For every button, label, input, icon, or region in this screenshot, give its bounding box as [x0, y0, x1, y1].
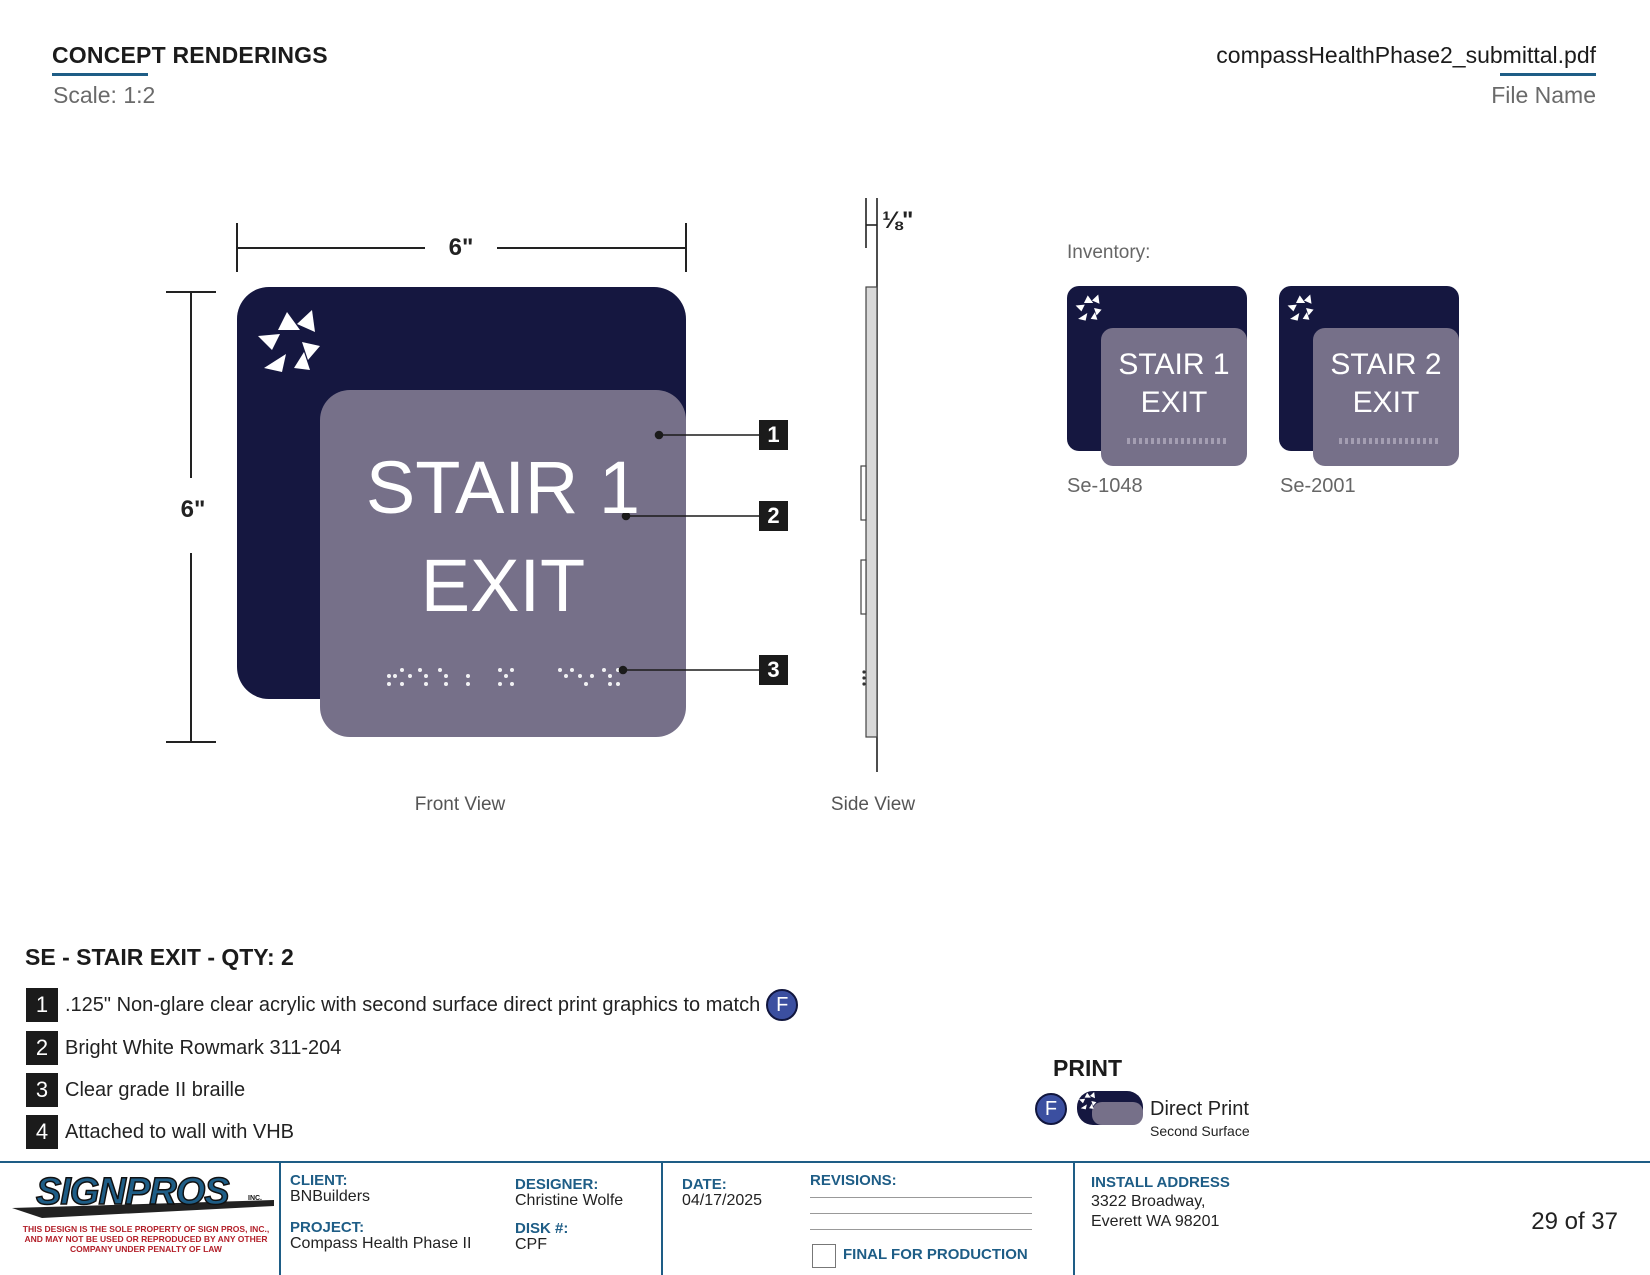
disk-value: CPF	[515, 1236, 547, 1253]
print-label: Direct Print	[1150, 1098, 1249, 1120]
spec-number: 4	[26, 1115, 58, 1149]
client-label: CLIENT:	[290, 1172, 348, 1189]
sign-text-line2: EXIT	[420, 544, 586, 627]
print-swatch-icon	[1076, 1090, 1146, 1128]
spec-item	[26, 1031, 341, 1065]
spec-text: Attached to wall with VHB	[65, 1120, 294, 1143]
install-address-line2: Everett WA 98201	[1091, 1213, 1220, 1230]
footer-divider	[0, 1161, 1650, 1163]
logo-text: SIGNPROS	[36, 1171, 229, 1213]
inventory-label: Inventory:	[1067, 242, 1151, 263]
file-name-label: File Name	[1491, 82, 1596, 108]
braille-dots	[1127, 438, 1227, 444]
project-label: PROJECT:	[290, 1219, 365, 1236]
revision-line	[810, 1197, 1032, 1198]
revisions-label: REVISIONS:	[810, 1172, 897, 1189]
thickness-dimension-label: ⅛"	[882, 207, 914, 234]
client-value: BNBuilders	[290, 1188, 371, 1205]
spec-item	[26, 1073, 245, 1107]
project-value: Compass Health Phase II	[290, 1235, 472, 1252]
spec-text: .125" Non-glare clear acrylic with second surface direct print graphics to match	[65, 993, 761, 1016]
revision-line	[810, 1213, 1032, 1214]
spec-title: SE - STAIR EXIT - QTY: 2	[25, 944, 294, 970]
scale-label: Scale: 1:2	[53, 82, 156, 108]
inventory-item-se-1048	[1067, 286, 1247, 466]
footer-column-divider	[279, 1163, 281, 1275]
side-view-profile	[861, 198, 877, 772]
width-dimension-label: 6"	[448, 234, 474, 261]
final-for-production-checkbox[interactable]	[812, 1244, 836, 1268]
sign-text-line1: STAIR 1	[365, 446, 641, 529]
callout-1: 1	[759, 420, 788, 450]
spec-text: Bright White Rowmark 311-204	[65, 1036, 342, 1059]
spec-text: Clear grade II braille	[65, 1078, 246, 1101]
file-name: compassHealthPhase2_submittal.pdf	[1216, 42, 1596, 68]
inventory-line1: STAIR 2	[1330, 348, 1442, 381]
spec-item	[26, 1115, 294, 1149]
page-number: 29 of 37	[1531, 1208, 1618, 1235]
disclaimer: THIS DESIGN IS THE SOLE PROPERTY OF SIGN PROS, INC., AND MAY NOT BE USED OR REPRODUCED BY ANY OTHER COMPANY UNDER PENALTY OF LAW	[22, 1224, 270, 1254]
inventory-line1: STAIR 1	[1118, 348, 1230, 381]
print-title: PRINT	[1053, 1055, 1122, 1081]
inventory-line2: EXIT	[1140, 386, 1208, 419]
spec-number: 2	[26, 1031, 58, 1065]
height-dimension-label: 6"	[180, 496, 206, 523]
spec-item	[26, 988, 798, 1022]
front-view-label: Front View	[414, 794, 506, 815]
date-label: DATE:	[682, 1176, 727, 1193]
page-title: CONCEPT RENDERINGS	[52, 42, 328, 68]
inventory-line2: EXIT	[1352, 386, 1420, 419]
spec-number: 3	[26, 1073, 58, 1107]
side-view-label: Side View	[830, 794, 916, 815]
callout-2: 2	[759, 501, 788, 531]
braille-dots	[1339, 438, 1439, 444]
signpros-logo	[12, 1170, 274, 1222]
inventory-code: Se-2001	[1280, 475, 1356, 497]
finish-badge: F	[1035, 1093, 1067, 1125]
final-for-production-label: FINAL FOR PRODUCTION	[843, 1246, 1028, 1263]
footer-column-divider	[661, 1163, 663, 1275]
install-address-label: INSTALL ADDRESS	[1091, 1174, 1230, 1191]
disk-label: DISK #:	[515, 1220, 569, 1237]
designer-label: DESIGNER:	[515, 1176, 599, 1193]
date-value: 04/17/2025	[682, 1192, 763, 1209]
inventory-item-se-2001	[1279, 286, 1459, 466]
compass-logo-icon	[1075, 294, 1105, 324]
inventory-code: Se-1048	[1067, 475, 1143, 497]
spec-number: 1	[26, 988, 58, 1022]
print-sublabel: Second Surface	[1150, 1123, 1250, 1139]
footer-column-divider	[1073, 1163, 1075, 1275]
logo-suffix: INC.	[248, 1195, 262, 1202]
finish-badge: F	[766, 989, 798, 1021]
revision-line	[810, 1229, 1032, 1230]
designer-value: Christine Wolfe	[515, 1192, 624, 1209]
compass-logo-icon	[1287, 294, 1317, 324]
install-address-line1: 3322 Broadway,	[1091, 1193, 1206, 1210]
callout-3: 3	[759, 655, 788, 685]
